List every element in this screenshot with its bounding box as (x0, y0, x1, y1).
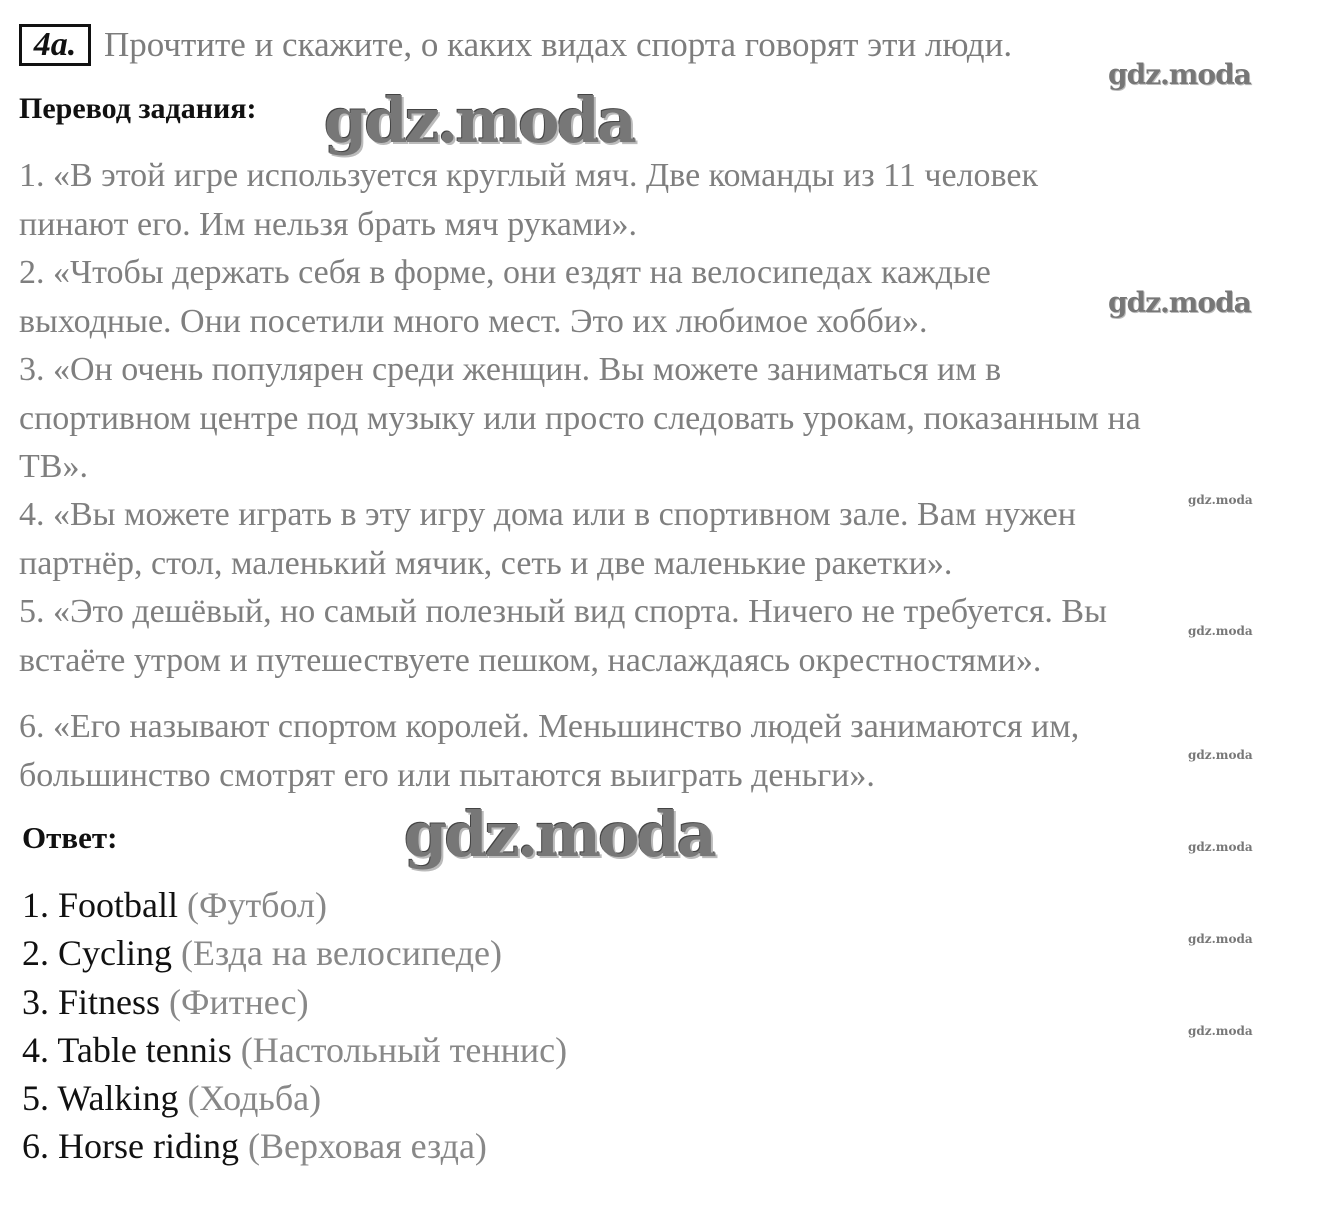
answer-russian: (Езда на велосипеде) (181, 933, 503, 974)
answer-number: 5. (22, 1078, 49, 1119)
answer-item (22, 1026, 567, 1074)
answer-number: 6. (22, 1126, 49, 1167)
task-number: 4a. (19, 24, 91, 66)
translation-line: 4. «Вы можете играть в эту игру дома или в спортивном зале. Вам нужен (19, 496, 1076, 533)
answer-russian: (Настольный теннис) (240, 1029, 568, 1070)
answer-item (22, 1074, 567, 1122)
answer-item (22, 978, 567, 1026)
answer-item (22, 929, 567, 977)
translation-line: пинают его. Им нельзя брать мяч руками». (19, 205, 638, 243)
watermark: gdz.moda (1188, 932, 1253, 946)
answer-english: Fitness (58, 981, 161, 1022)
answer-english: Football (58, 885, 179, 925)
translation-item-1 (19, 152, 1038, 249)
translation-line: спортивном центре под музыку или просто следовать урокам, показанным на (19, 399, 1141, 437)
watermark: gdz.moda (1108, 286, 1251, 319)
translation-item-4 (19, 491, 1076, 588)
answer-item (22, 881, 567, 929)
watermark: gdz.moda (324, 84, 634, 157)
answer-english: Horse riding (58, 1126, 239, 1167)
translation-line: выходные. Они посетили много мест. Это их любимое хобби». (19, 302, 928, 340)
translation-line: 1. «В этой игре используется круглый мяч. Две команды из 11 человек (19, 157, 1039, 194)
translation-item-3 (19, 346, 1141, 492)
watermark: gdz.moda (1188, 624, 1253, 638)
answer-number: 4. (22, 1029, 49, 1070)
answer-english: Cycling (58, 933, 172, 974)
watermark: gdz.moda (1188, 748, 1253, 762)
watermark: gdz.moda (1188, 493, 1253, 507)
translation-line: встаёте утром и путешествуете пешком, наслаждаясь окрестностями». (19, 641, 1042, 679)
watermark: gdz.moda (1188, 840, 1253, 854)
translation-line: ТВ». (19, 448, 88, 485)
answer-label: Ответ: (22, 820, 118, 855)
translation-line: 6. «Его называют спортом королей. Меньшинство людей занимаются им, (19, 708, 1080, 745)
translation-line: 2. «Чтобы держать себя в форме, они ездят на велосипедах каждые (19, 254, 991, 291)
answer-russian: (Фитнес) (169, 981, 309, 1022)
translation-item-2 (19, 249, 991, 346)
translation-item-5 (19, 588, 1107, 685)
translation-line: большинство смотрят его или пытаются выиграть деньги». (19, 756, 875, 794)
translation-line: 5. «Это дешёвый, но самый полезный вид спорта. Ничего не требуется. Вы (19, 593, 1107, 630)
answer-list (22, 881, 567, 1171)
answer-english: Table tennis (57, 1029, 232, 1070)
answer-russian: (Футбол) (187, 885, 327, 925)
answer-item (22, 1122, 567, 1170)
answer-number: 3. (22, 981, 49, 1022)
answer-number: 2. (22, 933, 49, 974)
answer-russian: (Ходьба) (187, 1078, 322, 1119)
translation-line: партнёр, стол, маленький мячик, сеть и две маленькие ракетки». (19, 544, 953, 582)
task-instruction: Прочтите и скажите, о каких видах спорта говорят эти люди. (104, 25, 1013, 64)
answer-english: Walking (57, 1078, 179, 1119)
watermark: gdz.moda (1188, 1024, 1253, 1038)
translation-line: 3. «Он очень популярен среди женщин. Вы можете заниматься им в (19, 351, 1002, 388)
watermark: gdz.moda (404, 798, 714, 871)
watermark: gdz.moda (1108, 58, 1251, 91)
answer-number: 1. (22, 885, 49, 925)
translation-item-6 (19, 703, 1079, 800)
translation-label: Перевод задания: (19, 92, 257, 125)
answer-russian: (Верховая езда) (247, 1126, 487, 1167)
